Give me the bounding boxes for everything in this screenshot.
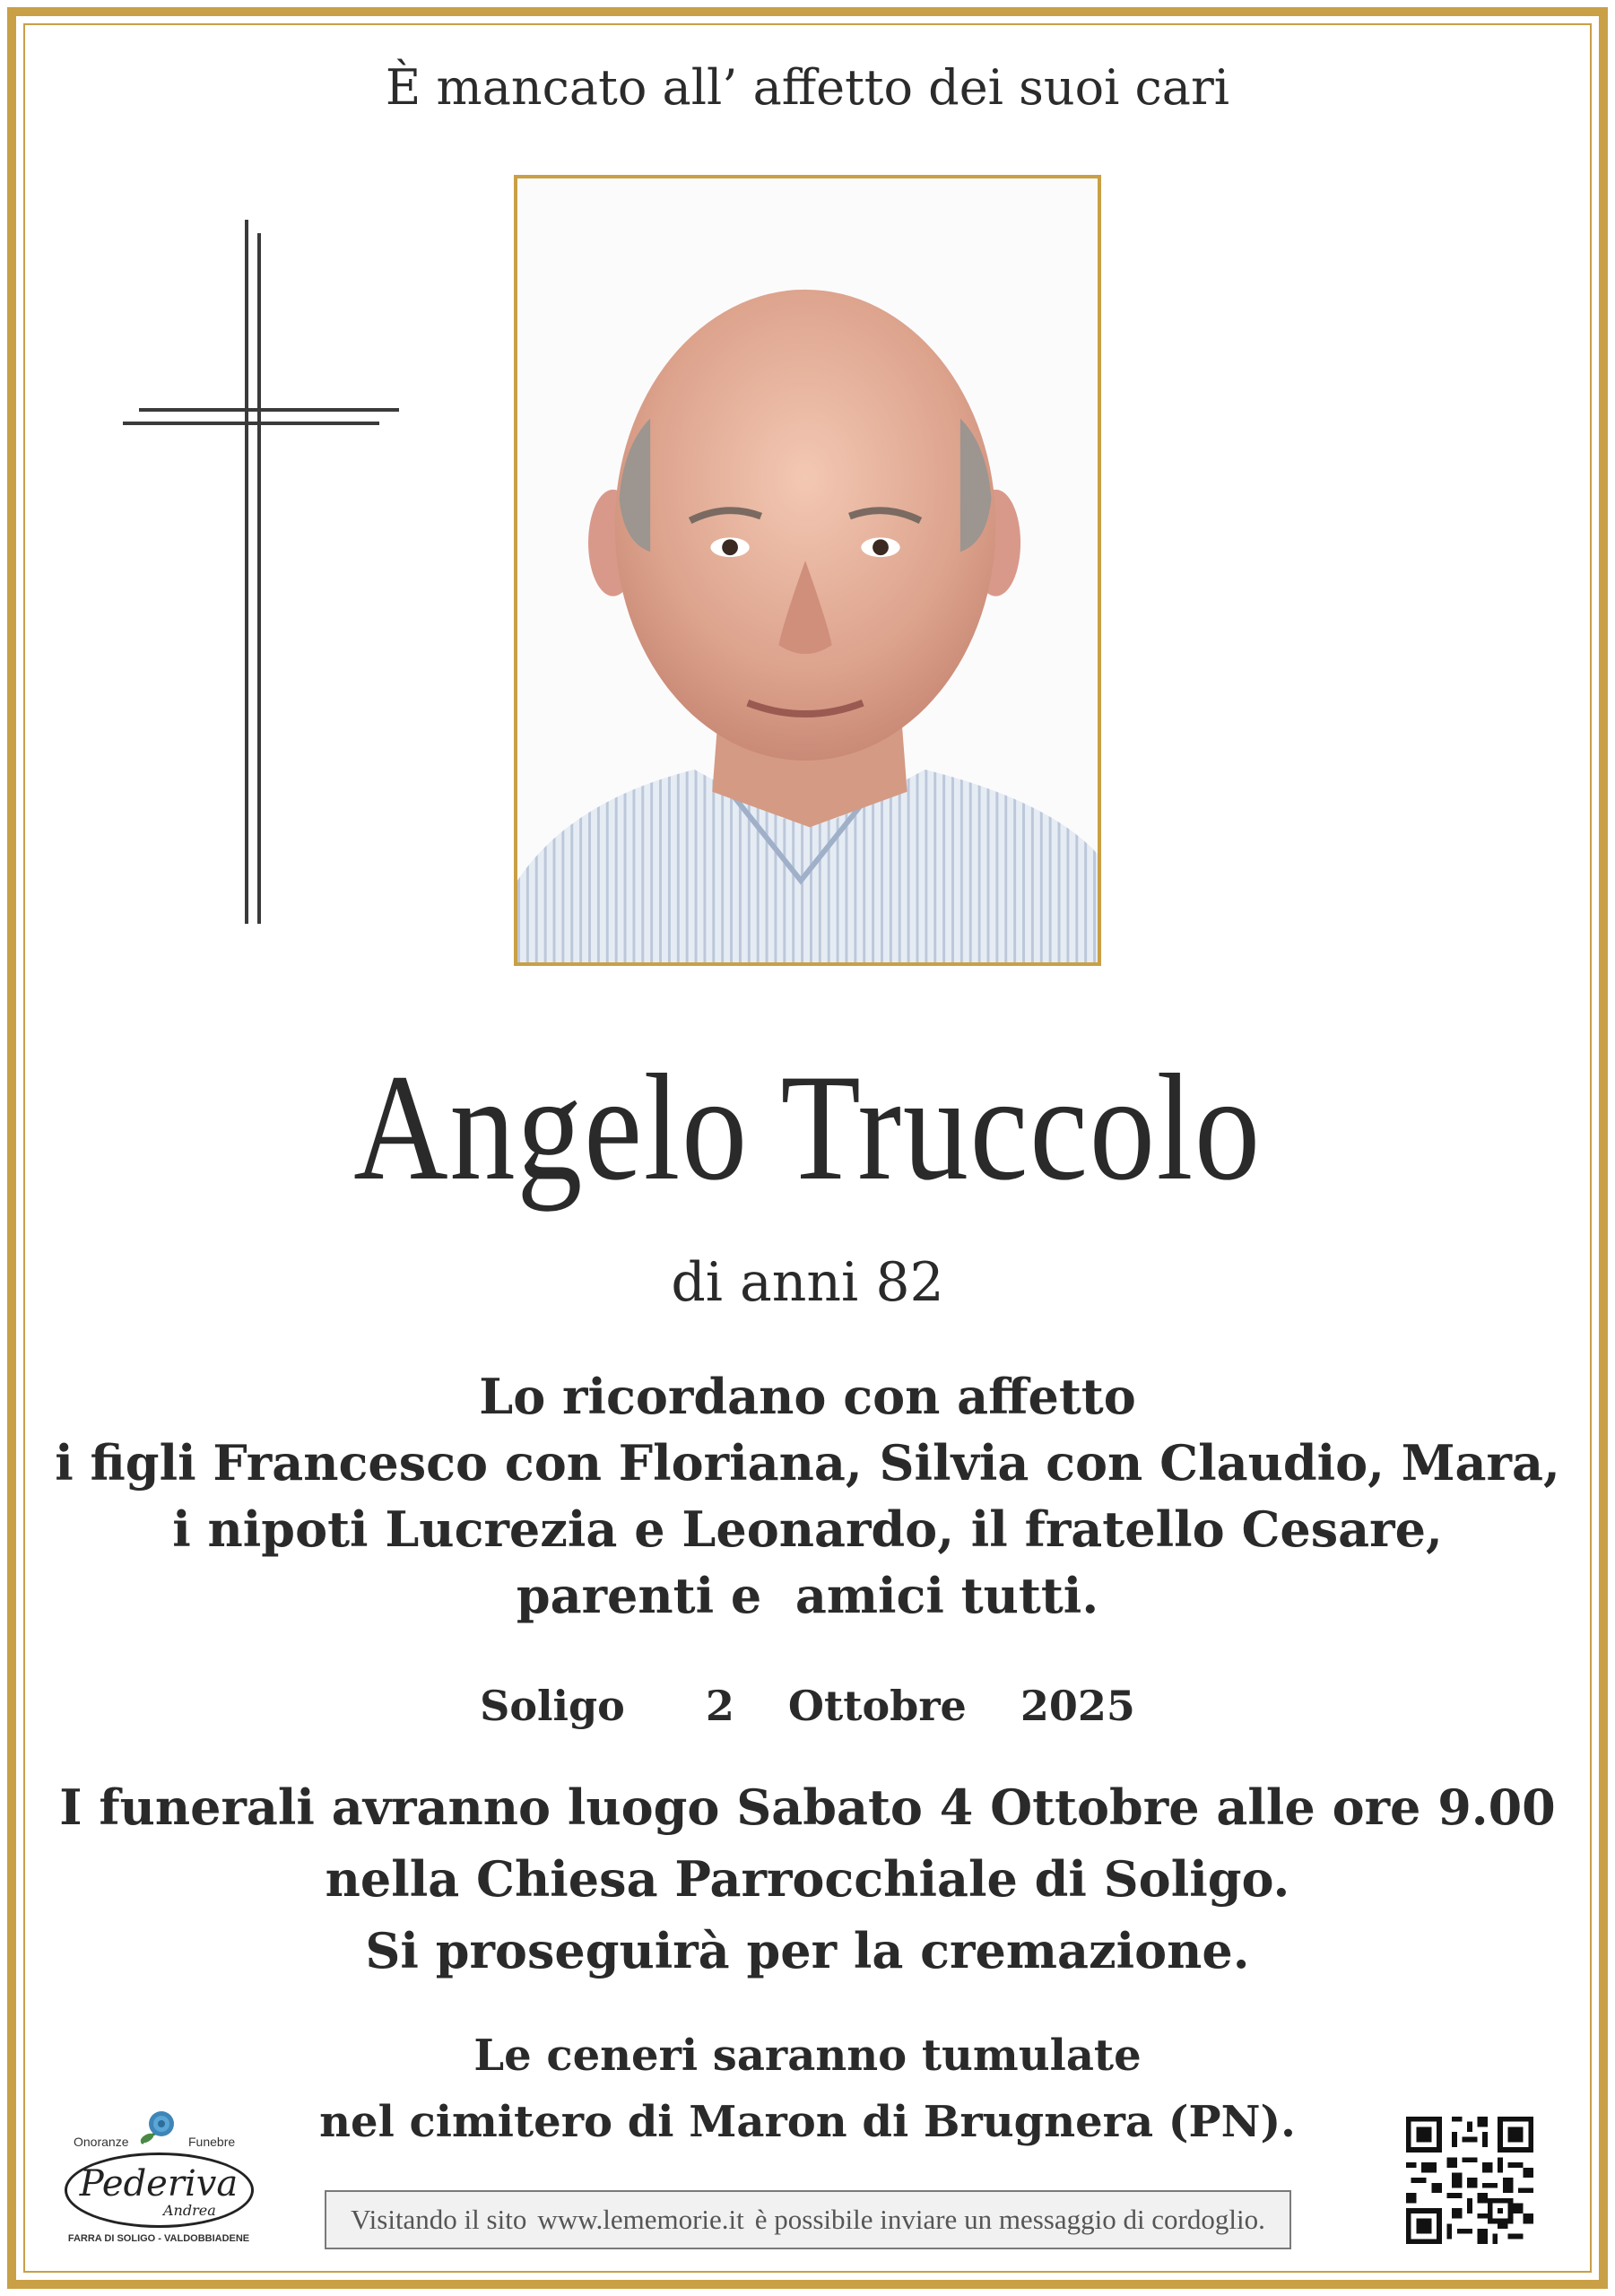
logo-address: FARRA DI SOLIGO - VALDOBBIADENE <box>67 2233 250 2244</box>
funeral-line: Si proseguirà per la cremazione. <box>365 1922 1250 1979</box>
mourners-line: i nipoti Lucrezia e Leonardo, il fratello Cesare, <box>172 1500 1443 1558</box>
cross-icon <box>121 220 399 928</box>
logo-top-right: Funebre <box>188 2135 236 2149</box>
logo-brand: Pederiva <box>79 2163 239 2205</box>
funeral-info <box>0 1771 1615 1987</box>
deceased-name: Angelo Truccolo <box>353 1043 1262 1212</box>
mourners-block <box>0 1363 1615 1629</box>
logo-top-left: Onoranze <box>74 2135 129 2149</box>
footer-url-link[interactable]: www.lememorie.it <box>537 2204 744 2235</box>
deceased-age: di anni 82 <box>671 1251 944 1314</box>
ashes-line: nel cimitero di Maron di Brugnera (PN). <box>319 2097 1296 2147</box>
place-date: Soligo 2 Ottobre 2025 <box>480 1682 1135 1730</box>
footer-suffix: è possibile inviare un messaggio di cordoglio. <box>754 2204 1265 2235</box>
qr-code-icon[interactable] <box>1406 2117 1533 2244</box>
funeral-line: I funerali avranno luogo Sabato 4 Ottobre alle ore 9.00 <box>59 1779 1556 1836</box>
funeral-line: nella Chiesa Parrocchiale di Soligo. <box>325 1850 1290 1908</box>
portrait-photo <box>514 175 1101 966</box>
footer-prefix: Visitando il sito <box>351 2204 527 2235</box>
funeral-home-logo <box>56 2108 262 2260</box>
headline: È mancato all’ affetto dei suoi cari <box>385 59 1230 116</box>
rose-icon <box>136 2108 181 2147</box>
logo-sub: Andrea <box>163 2202 216 2219</box>
ashes-line: Le ceneri saranno tumulate <box>473 2031 1142 2081</box>
mourners-line: Lo ricordano con affetto <box>479 1368 1136 1425</box>
mourners-line: parenti e amici tutti. <box>516 1567 1099 1624</box>
condolence-footer <box>325 2190 1291 2249</box>
mourners-line: i figli Francesco con Floriana, Silvia con Claudio, Mara, <box>55 1434 1560 1492</box>
